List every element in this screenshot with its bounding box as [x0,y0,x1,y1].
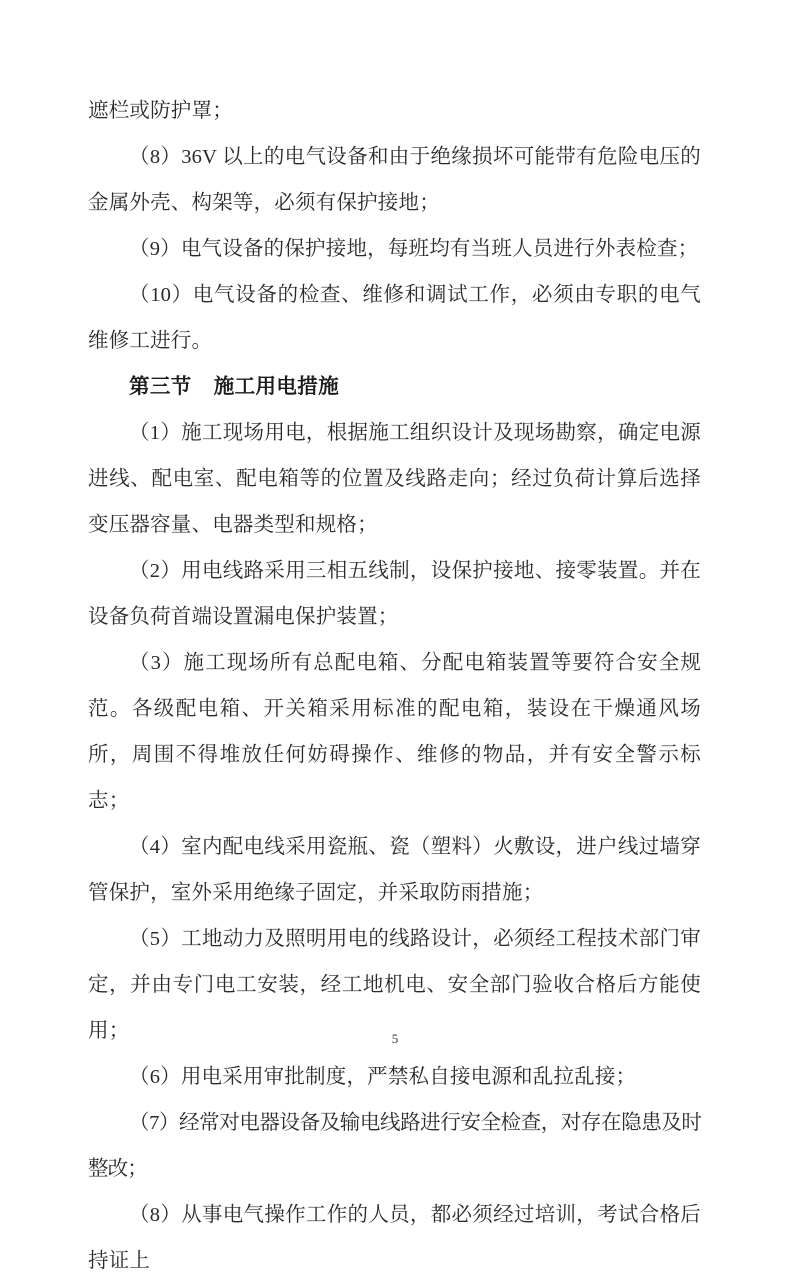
section-heading-number: 第三节 [129,376,192,398]
list-item-7-routine-inspection: （7）经常对电器设备及输电线路进行安全检查，对存在隐患及时整改； [88,1112,701,1180]
continued-paragraph: 遮栏或防护罩； [88,100,233,122]
section-heading [88,364,701,410]
document-text-block [88,88,701,1284]
list-item-5-line-design-approval: （5）工地动力及照明用电的线路设计，必须经工程技术部门审定，并由专门电工安装，经工地机电、安全部门验收合格后方能使用； [88,928,701,1042]
list-item-4-indoor-wiring: （4）室内配电线采用瓷瓶、瓷（塑料）火敷设，进户线过墙穿管保护，室外采用绝缘子固定，并采取防雨措施； [88,836,701,904]
list-item-9-inspection: （9）电气设备的保护接地，每班均有当班人员进行外表检查； [129,238,699,260]
page-number: 5 [391,1031,399,1046]
list-item-8-operator-training: （8）从事电气操作工作的人员，都必须经过培训，考试合格后持证上 [88,1204,701,1272]
list-item-8-grounding: （8）36V 以上的电气设备和由于绝缘损坏可能带有危险电压的金属外壳、构架等，必须有保护接地； [88,146,701,214]
list-item-10-maintenance: （10）电气设备的检查、维修和调试工作，必须由专职的电气维修工进行。 [88,284,701,352]
list-item-2-three-phase-five-wire: （2）用电线路采用三相五线制，设保护接地、接零装置。并在设备负荷首端设置漏电保护装置； [88,560,701,628]
list-item-1-site-power: （1）施工现场用电，根据施工组织设计及现场勘察，确定电源进线、配电室、配电箱等的位置及线路走向；经过负荷计算后选择变压器容量、电器类型和规格； [88,422,701,536]
list-item-6-approval-system: （6）用电采用审批制度，严禁私自接电源和乱拉乱接； [129,1066,637,1088]
list-item-3-distribution-boxes: （3）施工现场所有总配电箱、分配电箱装置等要符合安全规范。各级配电箱、开关箱采用标准的配电箱，装设在干燥通风场所，周围不得堆放任何妨碍操作、维修的物品，并有安全警示标志； [88,652,701,812]
section-heading-title: 施工用电措施 [213,376,340,398]
